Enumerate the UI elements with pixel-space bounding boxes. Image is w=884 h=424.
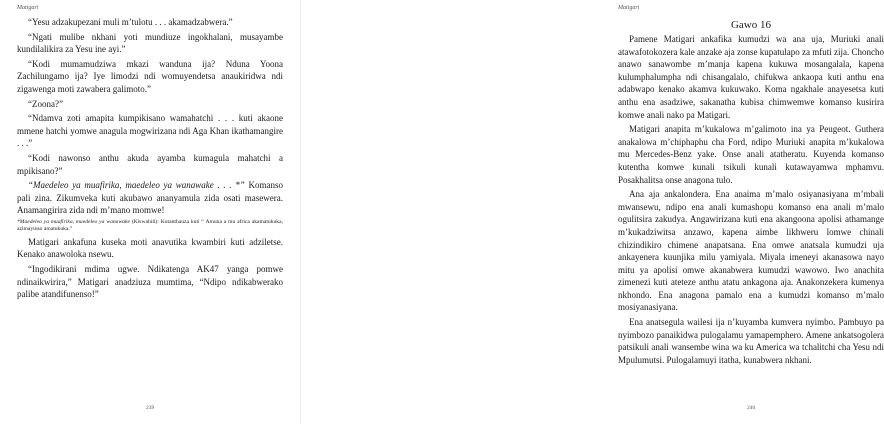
left-text-column <box>17 16 283 301</box>
paragraph: “Ndamva zoti amapita kumpikisano wamahatchi . . . kuti akaone mmene hatchi yomwe anagula mogwirizana ndi Aga Khan ikathamangire . . .” <box>17 113 283 149</box>
paragraph: Matigari anapita m’kukalowa m’galimoto ina ya Peugeot. Guthera anakalowa m’chiphaphu cha Ford, ndipo Muriuki anapita m’kukalowa mu Mercedes-Benz yake. Onse anali atatheratu. Kuyenda komanso kutentha komwe kunali tsikuli kunali kutawayamwa mphamvu. Posakhalitsa onse anagona tulo. <box>618 124 884 185</box>
swahili-quote: “Maedeleo ya muafirika, maedeleo ya wanawake . . . *” <box>28 180 245 191</box>
paragraph: Ana aja ankalondera. Ena anaima m’malo osiyanasiyana m’mbali mwansewu, ndipo ena anali kumashopu komanso ena anali m’malo ogulitsira zakudya. Angawirizana kuti ena akangoona apolisi athamange m’kukadziwitsa anzawo, kapena aimbe likhweru lomwe chinali chizindikiro chimene anapatsana. Ena omwe anatsala kumudzi uja ankayenera kuunjika milu yamiyala. Miyala imeneyi akanasowa nayo mitu ya apolisi omwe akanabwera kumudzi wawowo. Iwo anachita zimenezi kuti ateteze anthu atatu ankagona aja. Anakonzekera kumenya nkhondo. Ena anagona pamalo ena a kumudzi komanso m’malo mosiyanasiyana. <box>618 189 884 313</box>
paragraph: “Kodi mumamudziwa mkazi wanduna ija? Nduna Yoona Zachilungamo ija? Iye limodzi ndi womuyendetsa anaukiridwa ndi zigawenga moti zawabera galimoto.” <box>17 58 283 94</box>
paragraph: Ena anatsegula wailesi ija n’kuyamba kumvera nyimbo. Pambuyo pa nyimbozo panaikidwa pulogalamu yamapemphero. Amene ankatsogolera patsikuli anali wansembe wina wa ku America wa tchalitchi cha Yesu ndi Mpulumutsi. Pulogalamuyi itatha, kunabwera nkhani. <box>618 317 884 365</box>
right-text-column <box>618 18 884 366</box>
page-number: 239 <box>146 405 155 411</box>
left-page <box>0 0 300 424</box>
paragraph: “Ngati mulibe nkhani yoti mundiuze ingokhalani, musayambe kundilalikira za Yesu ine ayi.” <box>17 31 283 55</box>
paragraph: “Zoona?” <box>28 98 63 109</box>
footnote-text: (Kiswahili): Kutanthauza kuti “ Amuna a mu africa akamatukuka, azimayinso amatukuka.” <box>17 218 283 233</box>
running-head: Matigari <box>17 5 39 11</box>
quote-continuation: Komanso pali zina. Zikumveka kuti akubawo ananyamula zida osati masewera. Anamangirira zida ndi m’mano momwe! <box>17 180 283 216</box>
quote-paragraph <box>17 179 283 217</box>
footnote-term: *Maedeleo ya muafirika, maedeleo ya wanawake <box>17 218 130 225</box>
chapter-title: Gawo 16 <box>730 19 772 31</box>
paragraph: Matigari ankafuna kuseka moti anavutika kwambiri kuti adziletse. Kenako anawoloka nsewu. <box>17 236 283 260</box>
right-page <box>300 0 884 424</box>
paragraph: “Yesu adzakupezani muli m’tulotu . . . akamadzabwera.” <box>28 17 233 27</box>
footnote <box>17 219 283 234</box>
page-number: 240 <box>747 405 756 411</box>
paragraph: “Kodi nawonso anthu akuda ayamba kumagula mahatchi a mpikisano?” <box>17 152 283 176</box>
paragraph: “Ingodikirani mdima ugwe. Ndikatenga AK47 yanga pomwe ndinaikwirira,” Matigari anadziuza mumtima, “Ndipo ndikabwerako palibe atandifunenso!” <box>17 263 283 300</box>
running-head: Matigari <box>618 5 640 11</box>
paragraph: Pamene Matigari ankafika kumudzi wa ana uja, Muriuki anali atawafotokozera kale anzake aja zonse kupatulapo za mfuti zija. Choncho anawo sanawombe m’manja kapena kukuwa mosangalala, kapena kulumphalumpha ndi chisangalalo, chifukwa ankaopa kuti anthu ena adabwapo kenako akamva kukuwako. Koma ngakhale anayesetsa kuti anthu ena asadziwe, sakanatha kubisa chimwemwe komanso kusirira komwe anali nako pa Matigari. <box>618 34 884 120</box>
